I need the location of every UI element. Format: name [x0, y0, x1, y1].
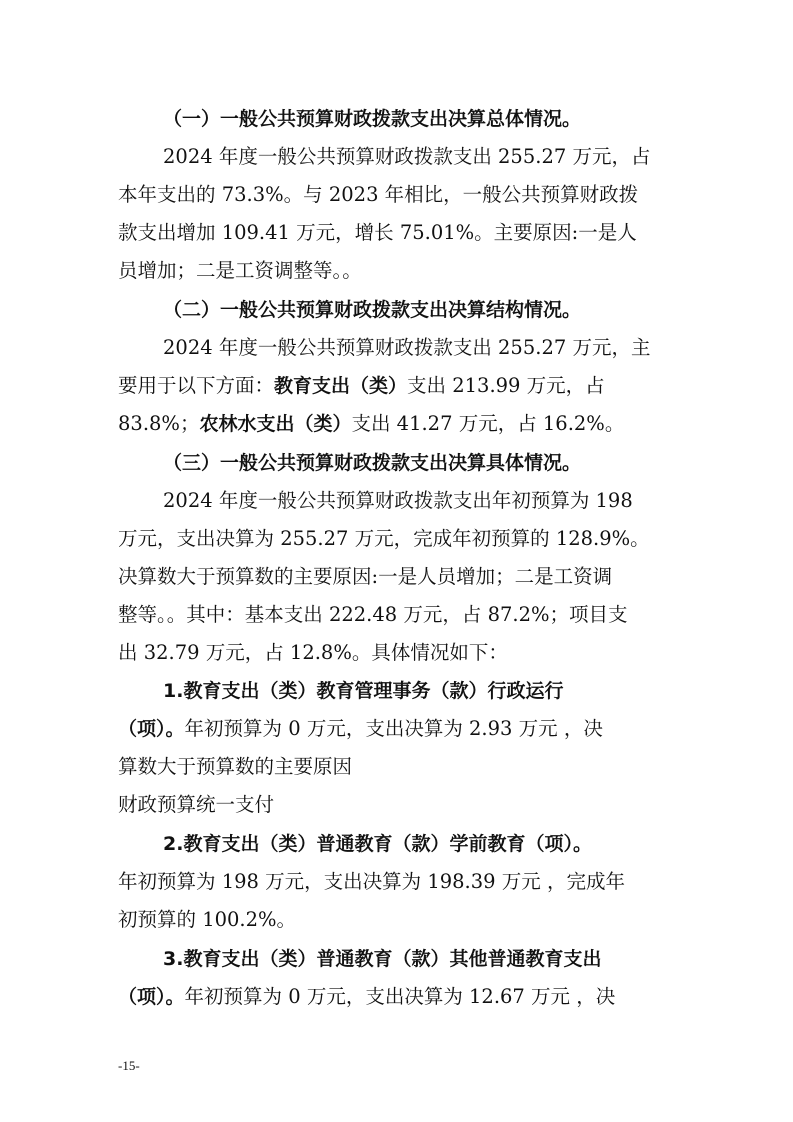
paragraph-line: 算数大于预算数的主要原因	[118, 755, 353, 778]
paragraph-line: 2024 年度一般公共预算财政拨款支出年初预算为 198	[163, 489, 633, 512]
item-heading-1-end: （项）。	[118, 718, 185, 740]
page-number: -15-	[118, 1058, 140, 1073]
paragraph-line: 员增加；二是工资调整等。。	[118, 259, 362, 282]
item-heading-1: 1.教育支出（类）教育管理事务（款）行政运行	[163, 680, 564, 702]
paragraph-line	[118, 714, 603, 744]
section-heading-1: （一）一般公共预算财政拨款支出决算总体情况。	[163, 108, 582, 130]
paragraph-line: 财政预算统一支付	[118, 793, 275, 816]
paragraph-line: 款支出增加 109.41 万元，增长 75.01%。主要原因:一是人	[118, 221, 637, 244]
category-bold: 教育支出（类）	[274, 375, 408, 397]
line-text: 年初预算为 0 万元，支出决算为 12.67 万元 ，决	[184, 985, 616, 1008]
item-heading-3-end: （项）。	[118, 986, 185, 1008]
paragraph-line: 整等。。其中：基本支出 222.48 万元，占 87.2%；项目支	[118, 603, 628, 626]
paragraph-line	[118, 409, 624, 439]
line-text: 支出 41.27 万元，占 16.2%。	[351, 412, 625, 435]
section-heading-3: （三）一般公共预算财政拨款支出决算具体情况。	[163, 452, 582, 474]
item-heading-2: 2.教育支出（类）普通教育（款）学前教育（项）。	[163, 833, 592, 855]
paragraph-line	[118, 371, 605, 401]
paragraph-line: 年初预算为 198 万元，支出决算为 198.39 万元 ，完成年	[118, 870, 625, 893]
paragraph-line: 万元，支出决算为 255.27 万元，完成年初预算的 128.9%。	[118, 527, 650, 550]
paragraph-line: 本年支出的 73.3%。与 2023 年相比，一般公共预算财政拨	[118, 183, 639, 206]
paragraph-line: 2024 年度一般公共预算财政拨款支出 255.27 万元，主	[163, 336, 651, 359]
item-heading-3: 3.教育支出（类）普通教育（款）其他普通教育支出	[163, 948, 602, 970]
paragraph-line: 出 32.79 万元，占 12.8%。具体情况如下：	[118, 641, 508, 664]
category-bold: 农林水支出（类）	[199, 413, 352, 435]
line-text: 83.8%；	[118, 412, 200, 435]
section-heading-2: （二）一般公共预算财政拨款支出决算结构情况。	[163, 299, 582, 321]
line-text: 年初预算为 0 万元，支出决算为 2.93 万元 ，决	[184, 717, 603, 740]
paragraph-line: 决算数大于预算数的主要原因:一是人员增加；二是工资调	[118, 565, 613, 588]
paragraph-line	[118, 982, 615, 1012]
paragraph-line: 初预算的 100.2%。	[118, 908, 297, 931]
line-text: 支出 213.99 万元，占	[407, 374, 605, 397]
paragraph-line: 2024 年度一般公共预算财政拨款支出 255.27 万元，占	[163, 145, 651, 168]
line-text: 要用于以下方面：	[118, 374, 275, 397]
